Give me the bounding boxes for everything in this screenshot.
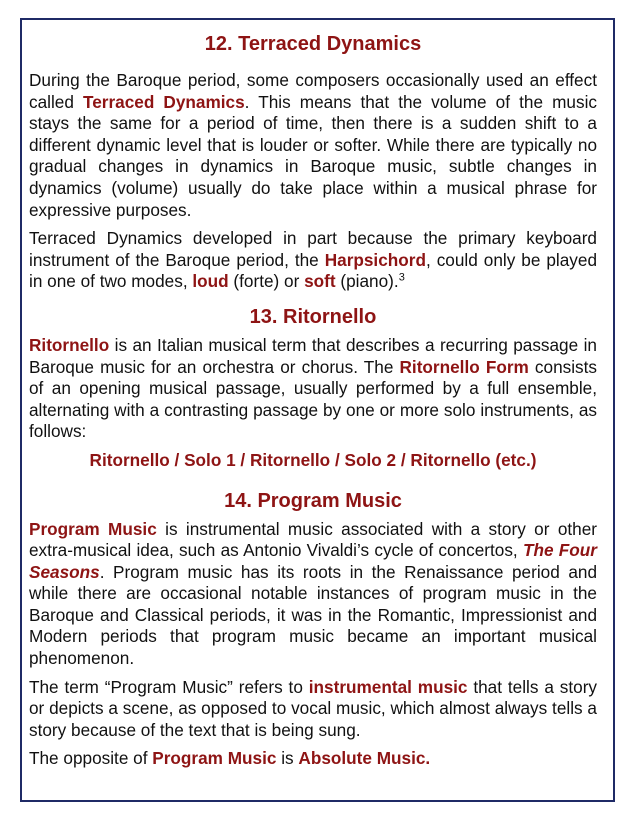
- term-ritornello-form: Ritornello Form: [399, 356, 529, 377]
- text-run: . This means that the volume of the music stays the same for a period of time, then there is a sudden shift to a different dynamic level that is louder or softer. While there are typically no gradual changes in dynamics in Baroque music, subtle changes in dynamics (volume) usually do take place within a musical phrase for expressive purposes.: [29, 91, 597, 220]
- text-run: During the Baroque period, some composers occasionally used an effect called: [29, 70, 597, 112]
- footnote-marker: 3: [398, 271, 405, 284]
- program-music-paragraph-3: [29, 748, 597, 770]
- term-the-four-seasons: The Four Seasons: [29, 540, 597, 582]
- text-run: , could only be played in one of two modes,: [29, 249, 598, 292]
- program-music-paragraph-1: [29, 519, 597, 670]
- term-harpsichord: Harpsichord: [324, 249, 426, 270]
- text-run: (piano).: [335, 271, 399, 292]
- text-run: (forte) or: [228, 271, 305, 292]
- terraced-dynamics-paragraph-2: [29, 228, 597, 293]
- term-soft: soft: [304, 271, 336, 292]
- page-content: [29, 30, 597, 770]
- text-run: The term “Program Music” refers to: [29, 676, 309, 697]
- text-run: The opposite of: [29, 748, 153, 769]
- text-run: consists of an opening musical passage, usually performed by a full ensemble, alternating with a contrasting passage by one or more solo instruments, as follows:: [29, 356, 598, 442]
- term-absolute-music: Absolute Music.: [298, 748, 431, 769]
- ritornello-paragraph: [29, 335, 597, 443]
- text-run: is: [276, 748, 299, 769]
- term-ritornello: Ritornello: [29, 334, 110, 355]
- text-run: Terraced Dynamics developed in part because the primary keyboard instrument of the Baroque period, the: [29, 228, 597, 270]
- text-run: that tells a story or depicts a scene, as opposed to vocal music, which almost always tells a story because of the text that is being sung.: [29, 676, 598, 740]
- term-program-music: Program Music: [152, 748, 277, 769]
- text-run: is instrumental music associated with a story or other extra-musical idea, such as Antonio Vivaldi’s cycle of concertos,: [29, 518, 597, 561]
- section-title-program-music: 14. Program Music: [224, 489, 402, 512]
- term-terraced-dynamics: Terraced Dynamics: [83, 91, 245, 112]
- program-music-paragraph-2: [29, 677, 597, 742]
- term-program-music: Program Music: [29, 518, 157, 539]
- terraced-dynamics-paragraph-1: [29, 70, 597, 221]
- section-title-ritornello: 13. Ritornello: [249, 305, 377, 328]
- term-loud: loud: [192, 271, 229, 292]
- section-title-terraced-dynamics: 12. Terraced Dynamics: [204, 33, 422, 55]
- term-instrumental-music: instrumental music: [308, 676, 468, 697]
- ritornello-form-line: Ritornello / Solo 1 / Ritornello / Solo 2 / Ritornello (etc.): [89, 449, 537, 470]
- text-run: . Program music has its roots in the Renaissance period and while there are occasional notable instances of program music in the Baroque and Classical periods, it was in the Romantic, Impressionist and Modern periods that program music became an important musical phenomenon.: [29, 561, 597, 669]
- text-run: is an Italian musical term that describes a recurring passage in Baroque music for an orchestra or chorus. The: [29, 334, 597, 377]
